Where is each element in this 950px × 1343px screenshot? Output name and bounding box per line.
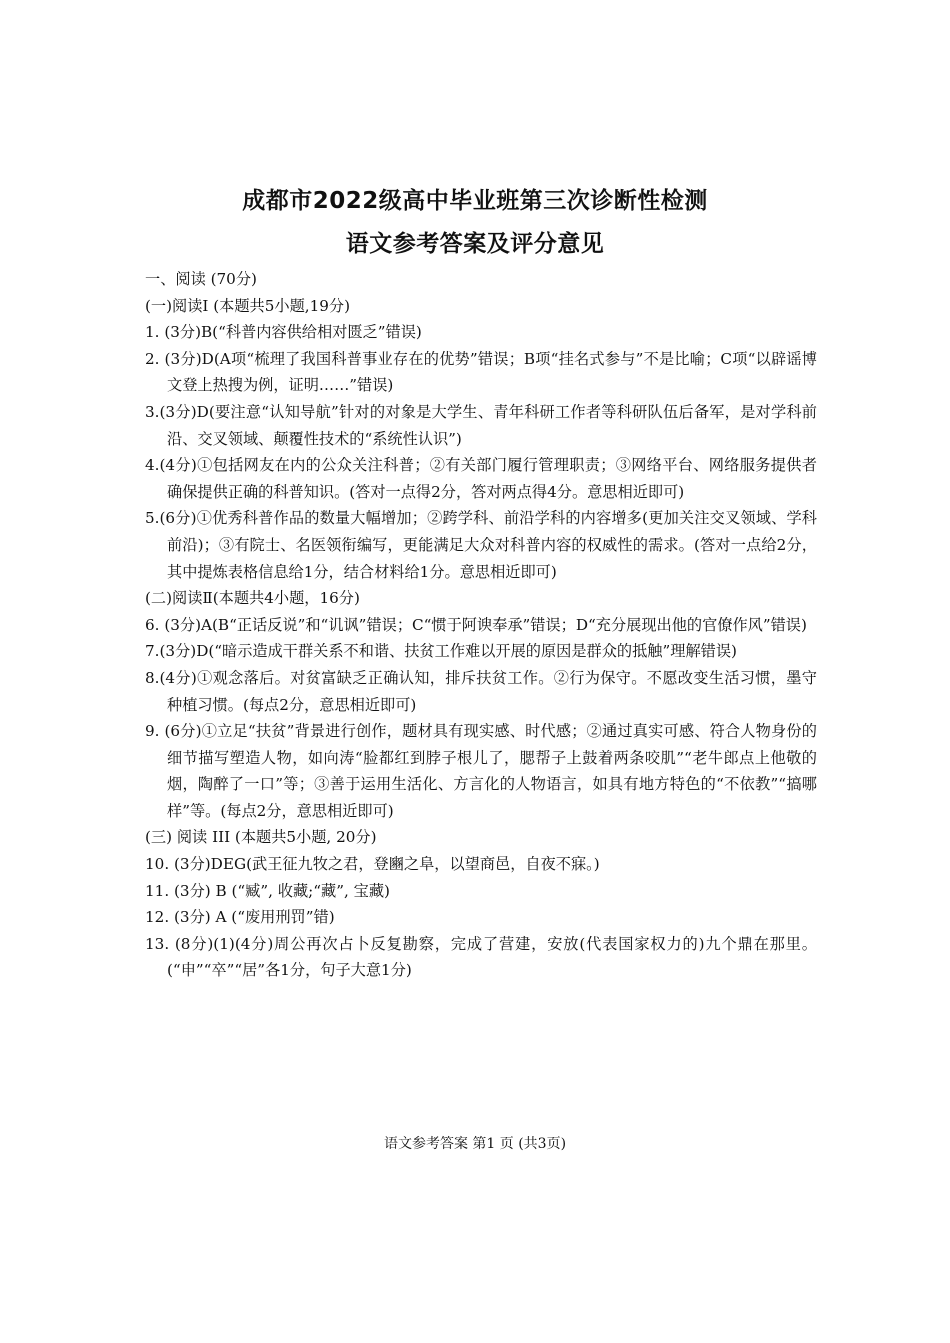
section-heading-reading-3: (三) 阅读 III (本题共5小题, 20分): [145, 828, 377, 847]
answer-item-11: 11. (3分) B (“臧”, 收藏;“藏”, 宝藏): [145, 881, 390, 900]
document-title: 成都市2022级高中毕业班第三次诊断性检测: [242, 188, 708, 214]
document-subtitle: 语文参考答案及评分意见: [345, 231, 605, 257]
answer-item-12: 12. (3分) A (“废用刑罚”错): [145, 908, 335, 927]
answer-item-5: 5.(6分)①优秀科普作品的数量大幅增加；②跨学科、前沿学科的内容增多(更加关注交叉领域、学科前沿)；③有院士、名医领衔编写，更能满足大众对科普内容的权威性的需求。(答对一点给2分，其中提炼表格信息给1分，结合材料给1分。意思相近即可): [145, 509, 817, 581]
answer-item-7: 7.(3分)D(“暗示造成干群关系不和谐、扶贫工作难以开展的原因是群众的抵触”理解错误): [145, 642, 737, 661]
section-heading-reading-1: (一)阅读Ⅰ (本题共5小题,19分): [145, 296, 351, 315]
answer-item-3: 3.(3分)D(要注意“认知导航”针对的对象是大学生、青年科研工作者等科研队伍后备军，是对学科前沿、交叉领域、颠覆性技术的“系统性认识”): [145, 402, 817, 448]
part-heading: 一、阅读 (70分): [145, 270, 257, 288]
answer-item-8: 8.(4分)①观念落后。对贫富缺乏正确认知，排斥扶贫工作。②行为保守。不愿改变生活习惯，墨守种植习惯。(每点2分，意思相近即可): [145, 668, 817, 714]
answer-item-9: 9. (6分)①立足“扶贫”背景进行创作，题材具有现实感、时代感；②通过真实可感、符合人物身份的细节描写塑造人物，如向涛“脸都红到脖子根儿了，腮帮子上鼓着两条咬肌”“老牛郎点上他敬的烟，陶醉了一口”等；③善于运用生活化、方言化的人物语言，如具有地方特色的“不依教”“搞哪样”等。(每点2分，意思相近即可): [145, 722, 817, 820]
answer-item-2: 2. (3分)D(A项“梳理了我国科普事业存在的优势”错误；B项“挂名式参与”不是比喻；C项“以辟谣博文登上热搜为例，证明……”错误): [145, 349, 817, 395]
answer-item-4: 4.(4分)①包括网友在内的公众关注科普；②有关部门履行管理职责；③网络平台、网络服务提供者确保提供正确的科普知识。(答对一点得2分，答对两点得4分。意思相近即可): [145, 456, 817, 501]
answer-item-6: 6. (3分)A(B“正话反说”和“讥讽”错误；C“惯于阿谀奉承”错误；D“充分展现出他的官僚作风”错误): [145, 615, 807, 634]
answer-item-13: 13. (8分)(1)(4分)周公再次占卜反复勘察，完成了营建，安放(代表国家权力的)九个鼎在那里。(“申”“卒”“居”各1分，句子大意1分): [145, 934, 817, 980]
answer-content: [145, 266, 817, 984]
answer-item-10: 10. (3分)DEG(武王征九牧之君，登豳之阜，以望商邑，自夜不寐。): [145, 855, 600, 874]
answer-item-1: 1. (3分)B(“科普内容供给相对匮乏”错误): [145, 323, 422, 342]
section-heading-reading-2: (二)阅读Ⅱ(本题共4小题，16分): [145, 589, 360, 608]
page-footer: 语文参考答案 第1 页 (共3页): [383, 1136, 567, 1152]
